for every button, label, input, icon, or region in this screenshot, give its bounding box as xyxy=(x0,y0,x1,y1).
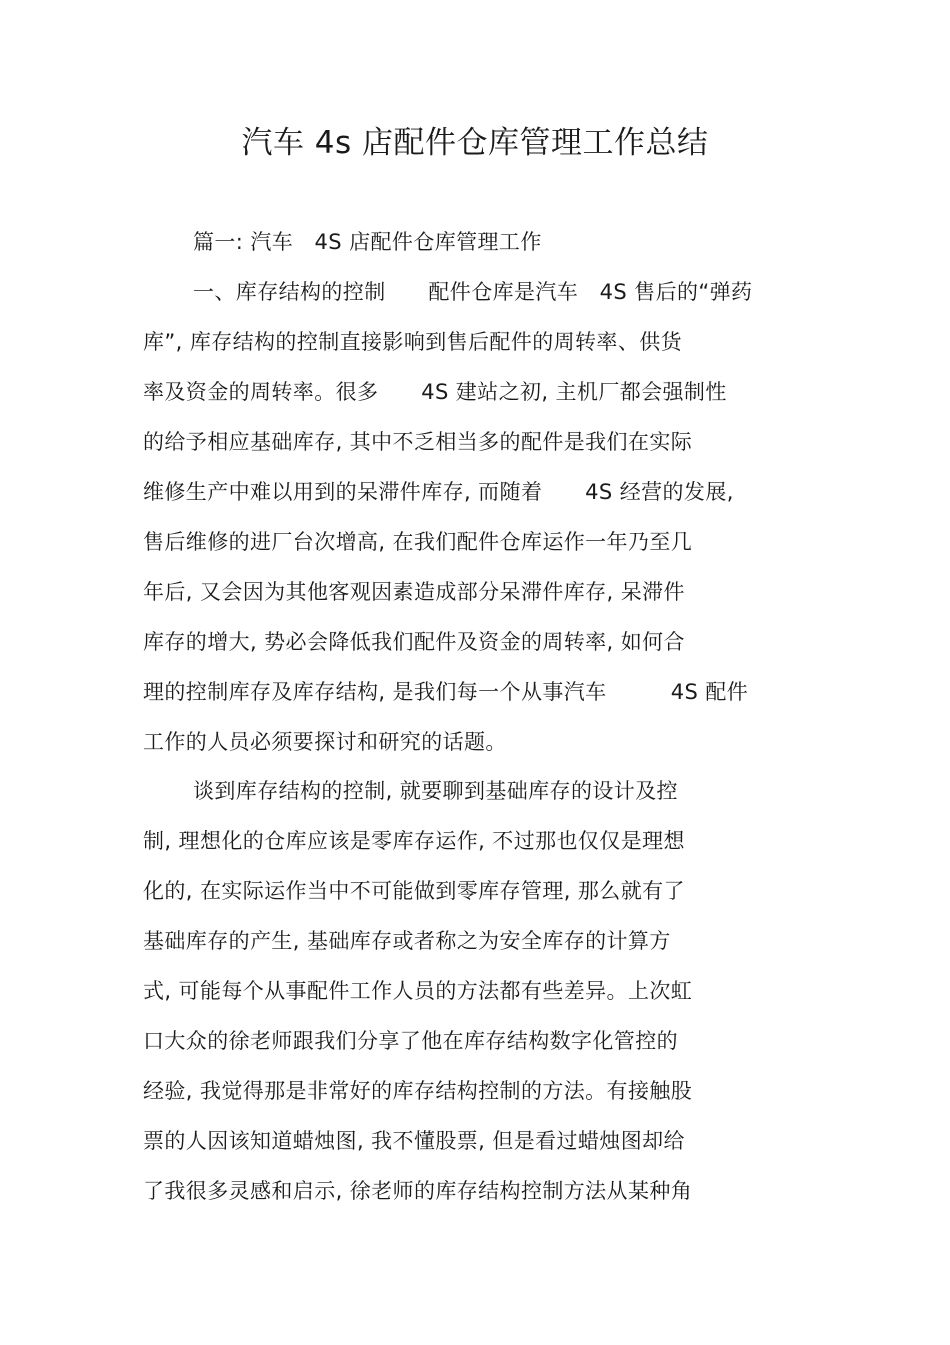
document-title: 汽车 4s 店配件仓库管理工作总结 xyxy=(241,125,709,161)
paragraph-line: 的给予相应基础库存, 其中不乏相当多的配件是我们在实际 xyxy=(143,430,693,454)
paragraph-line: 售后维修的进厂台次增高, 在我们配件仓库运作一年乃至几 xyxy=(143,530,693,554)
paragraph-line: 了我很多灵感和启示, 徐老师的库存结构控制方法从某种角 xyxy=(143,1179,693,1203)
paragraph-line: 基础库存的产生, 基础库存或者称之为安全库存的计算方 xyxy=(143,929,671,953)
paragraph-line: 票的人因该知道蜡烛图, 我不懂股票, 但是看过蜡烛图却给 xyxy=(143,1129,685,1153)
paragraph-line: 维修生产中难以用到的呆滞件库存, 而随着 4S 经营的发展, xyxy=(143,480,734,504)
paragraph-line: 一、库存结构的控制 配件仓库是汽车 4S 售后的“弹药 xyxy=(193,280,753,304)
paragraph-line: 制, 理想化的仓库应该是零库存运作, 不过那也仅仅是理想 xyxy=(143,829,685,853)
paragraph-line: 年后, 又会因为其他客观因素造成部分呆滞件库存, 呆滞件 xyxy=(143,580,685,604)
paragraph-line: 理的控制库存及库存结构, 是我们每一个从事汽车 4S 配件 xyxy=(143,680,749,704)
paragraph-line: 率及资金的周转率。很多 4S 建站之初, 主机厂都会强制性 xyxy=(143,380,727,404)
paragraph-line: 经验, 我觉得那是非常好的库存结构控制的方法。有接触股 xyxy=(143,1079,693,1103)
paragraph-line: 谈到库存结构的控制, 就要聊到基础库存的设计及控 xyxy=(193,779,678,803)
paragraph-line: 库”, 库存结构的控制直接影响到售后配件的周转率、供货 xyxy=(143,330,683,354)
paragraph-line: 库存的增大, 势必会降低我们配件及资金的周转率, 如何合 xyxy=(143,630,685,654)
paragraph-line: 化的, 在实际运作当中不可能做到零库存管理, 那么就有了 xyxy=(143,879,685,903)
paragraph-line: 式, 可能每个从事配件工作人员的方法都有些差异。上次虹 xyxy=(143,979,693,1003)
paragraph-line: 口大众的徐老师跟我们分享了他在库存结构数字化管控的 xyxy=(143,1029,678,1053)
section-heading: 篇一: 汽车 4S 店配件仓库管理工作 xyxy=(193,230,542,254)
paragraph-line: 工作的人员必须要探讨和研究的话题。 xyxy=(143,730,507,754)
